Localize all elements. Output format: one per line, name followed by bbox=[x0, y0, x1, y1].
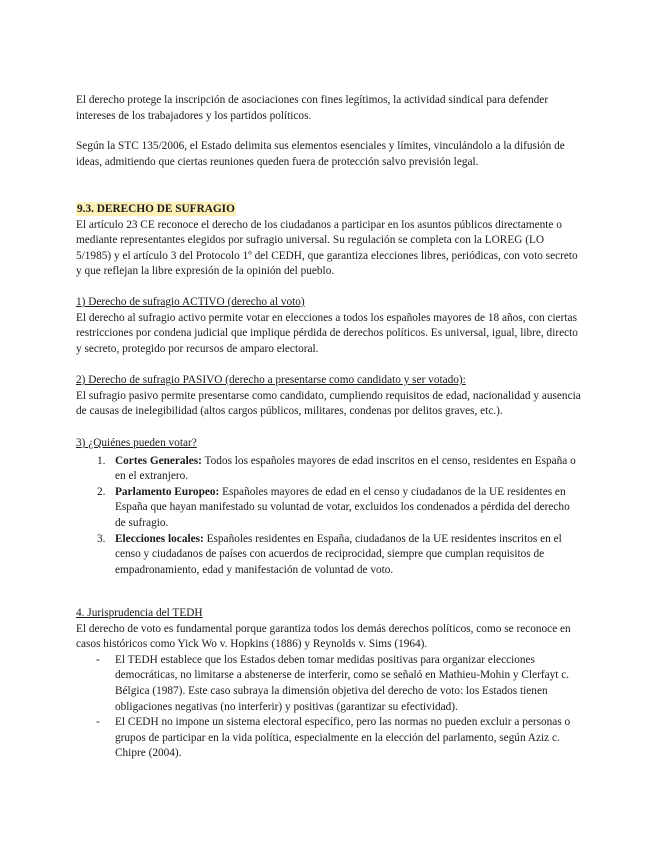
subsection-heading: 2) Derecho de sufragio PASIVO (derecho a presentarse como candidato y ser votado): bbox=[76, 374, 466, 386]
list-item-label: Elecciones locales: bbox=[115, 532, 204, 545]
subsection-pasivo bbox=[76, 373, 581, 420]
list-item bbox=[76, 715, 581, 762]
subsection-heading: 1) Derecho de sufragio ACTIVO (derecho al voto) bbox=[76, 296, 305, 308]
section-heading: 9.3. DERECHO DE SUFRAGIO bbox=[77, 203, 235, 215]
paragraph-associations bbox=[76, 93, 581, 124]
list-number: 1. bbox=[97, 454, 106, 467]
subsection-heading: 3) ¿Quiénes pueden votar? bbox=[76, 437, 197, 449]
list-item-text: Todos los españoles mayores de edad inscritos en el censo, residentes en España o en el extranjero. bbox=[115, 454, 576, 483]
list-item bbox=[76, 454, 581, 485]
list-number: 3. bbox=[97, 532, 106, 545]
subsection-text: El derecho al sufragio activo permite votar en elecciones a todos los españoles mayores de 18 años, con ciertas restricciones por condena judicial que implique pérdida de derechos políticos. Es universal, igual, libre, directo y secreto, protegido por recursos de amparo electoral. bbox=[76, 311, 578, 355]
list-item-text: El TEDH establece que los Estados deben tomar medidas positivas para organizar elecciones democráticas, no limitarse a abstenerse de interferir, como se señaló en Mathieu-Mohin y Clerfayt c. Bélgica (1987). Este caso subraya la dimensión objetiva del derecho de voto: los Estados tienen obligaciones negativas (no interferir) y positivas (garantizar su efectividad). bbox=[115, 653, 570, 713]
voters-list bbox=[76, 454, 581, 579]
list-item bbox=[76, 532, 581, 579]
bullet-dash: - bbox=[96, 716, 100, 729]
subsection-heading: 4. Jurisprudencia del TEDH bbox=[76, 607, 203, 619]
section-intro: El artículo 23 CE reconoce el derecho de los ciudadanos a participar en los asuntos públicos directamente o mediante representantes elegidos por sufragio universal. Su regulación se completa con la LOREG (LO 5/1985) y el artículo 3 del Protocolo 1º del CEDH, que garantiza elecciones libres, periódicas, con voto secreto y que reflejan la libre expresión de la opinión del pueblo. bbox=[76, 218, 578, 278]
paragraph-text: El derecho protege la inscripción de asociaciones con fines legítimos, la actividad sindical para defender intereses de los trabajadores y los partidos políticos. bbox=[76, 94, 549, 122]
subsection-activo bbox=[76, 295, 581, 357]
subsection-votantes bbox=[76, 436, 581, 578]
list-item-label: Parlamento Europeo: bbox=[115, 485, 220, 498]
bullet-dash: - bbox=[96, 653, 100, 666]
subsection-text: El sufragio pasivo permite presentarse como candidato, cumpliendo requisitos de edad, nacionalidad y ausencia de causas de inelegibilidad (altos cargos públicos, militares, condenas por delitos graves, etc.). bbox=[76, 389, 581, 418]
subsection-tedh bbox=[76, 606, 581, 762]
list-item-text: El CEDH no impone un sistema electoral específico, pero las normas no pueden excluir a personas o grupos de participar en la vida política, especialmente en la elección del parlamento, según Aziz c. Chipre (2004). bbox=[115, 716, 571, 760]
tedh-bullet-list bbox=[76, 653, 581, 762]
paragraph-text: Según la STC 135/2006, el Estado delimita sus elementos esenciales y límites, vinculándolo a la difusión de ideas, admitiendo que ciertas reuniones queden fuera de protección salvo previsión legal. bbox=[76, 140, 565, 168]
paragraph-stc bbox=[76, 139, 581, 170]
list-number: 2. bbox=[97, 485, 106, 498]
subsection-text: El derecho de voto es fundamental porque garantiza todos los demás derechos políticos, como se reconoce en casos históricos como Yick Wo v. Hopkins (1886) y Reynolds v. Sims (1964). bbox=[76, 622, 571, 651]
list-item-text: Españoles mayores de edad en el censo y ciudadanos de la UE residentes en España que hayan manifestado su voluntad de votar, excluidos los condenados a pérdida del derecho de sufragio. bbox=[115, 485, 570, 529]
section-sufragio bbox=[76, 202, 581, 280]
list-item bbox=[76, 485, 581, 532]
list-item bbox=[76, 653, 581, 715]
list-item-text: Españoles residentes en España, ciudadanos de la UE residentes inscritos en el censo y ciudadanos de países con acuerdos de reciprocidad, siempre que cumplan requisitos de empadronamiento, edad y manifestación de voluntad de voto. bbox=[115, 532, 562, 576]
list-item-label: Cortes Generales: bbox=[115, 454, 202, 467]
